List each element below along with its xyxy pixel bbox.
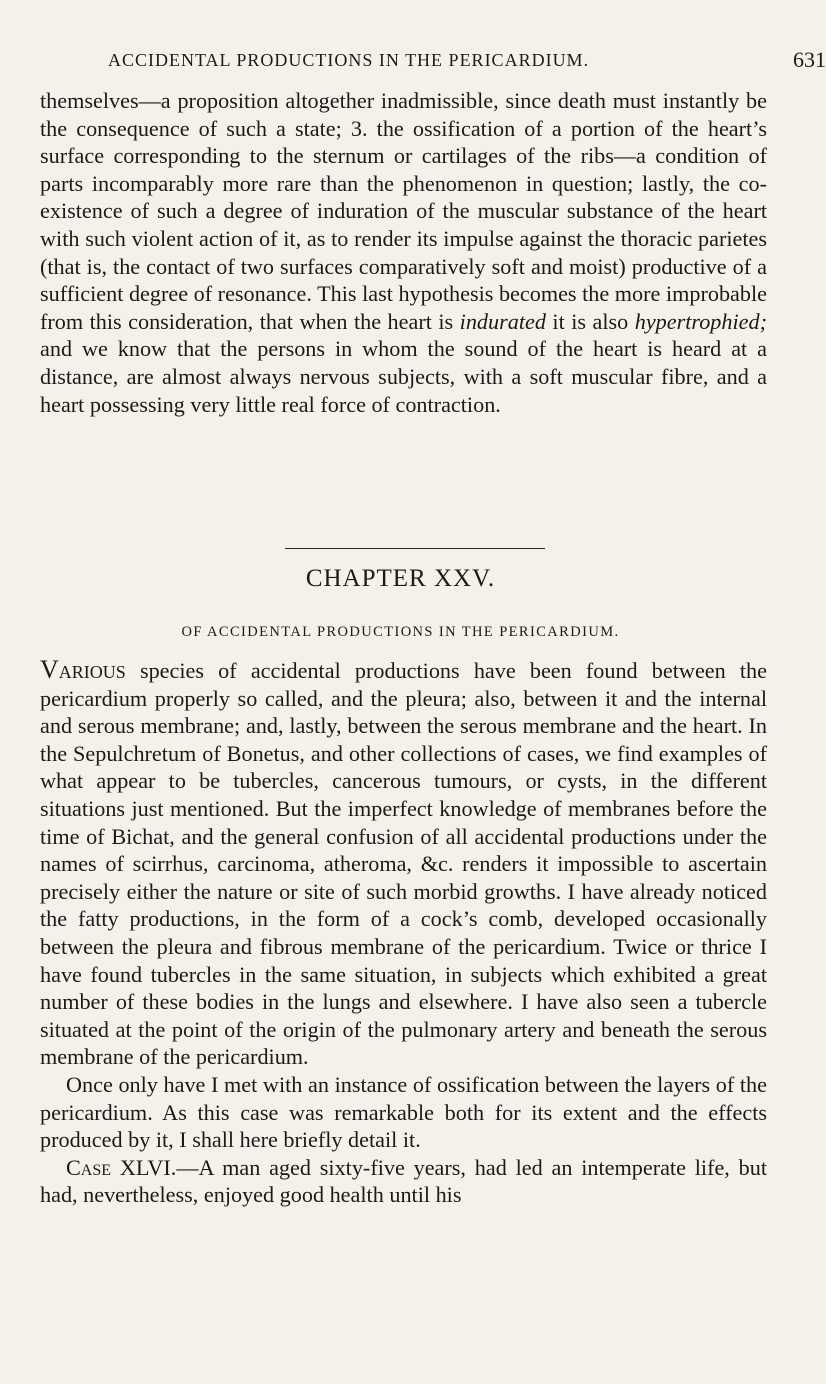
paragraph <box>40 656 767 1071</box>
lead-word: Various <box>40 655 126 684</box>
text-run: it is also <box>545 308 635 334</box>
italic-text: hypertrophied; <box>634 308 767 334</box>
paragraph <box>40 1154 767 1209</box>
paragraph: Once only have I met with an instance of ossification between the layers of the pericardium. As this case was remarkable both for its extent and the effects produced by it, I shall here briefly detail it. <box>40 1071 767 1153</box>
page-number: 631 <box>793 47 826 72</box>
text-run: —A man aged sixty-five years, had led an intemperate life, but had, nevertheless, enjoyed good health until his <box>40 1154 767 1208</box>
paragraph <box>40 87 767 418</box>
section-divider <box>285 548 545 549</box>
text-run: species of accidental productions have been found between the pericardium properly so called, and the pleura; also, between it and the internal and serous membrane; and, lastly, between the serous membrane and the heart. In the Sepulchretum of Bonetus, and other collections of cases, we find examples of what appear to be tubercles, cancerous tumours, or cysts, in the different situations just mentioned. But the imperfect knowledge of membranes before the time of Bichat, and the general confusion of all accidental productions under the names of scirrhus, carcinoma, atheroma, &c. renders it impossible to ascertain precisely either the nature or site of such morbid growths. I have already noticed the fatty productions, in the form of a cock’s comb, developed occasionally between the pleura and fibrous membrane of the pericardium. Twice or thrice I have found tubercles in the same situation, in subjects which exhibited a great number of these bodies in the lungs and elsewhere. I have also seen a tubercle situated at the point of the origin of the pulmonary artery and beneath the serous membrane of the pericardium. <box>40 658 767 1070</box>
continued-paragraph <box>40 87 767 418</box>
chapter-body <box>40 656 767 1209</box>
italic-text: indurated <box>459 308 546 334</box>
case-label: Case XLVI. <box>66 1154 177 1180</box>
chapter-title: CHAPTER XXV. <box>305 565 496 592</box>
text-run: themselves—a proposition altogether inadmissible, since death must instantly be the consequence of such a state; 3. the ossification of a portion of the heart’s surface corresponding to the sternum or cartilages of the ribs—a condition of parts incomparably more rare than the phenomenon in question; lastly, the co-existence of such a degree of induration of the muscular substance of the heart with such violent action of it, as to render its impulse against the thoracic parietes (that is, the contact of two surfaces comparatively soft and moist) productive of a sufficient degree of resonance. This last hypothesis becomes the more improbable from this consideration, that when the heart is <box>40 88 767 334</box>
running-title: ACCIDENTAL PRODUCTIONS IN THE PERICARDIUM. <box>108 50 590 70</box>
running-header <box>108 47 826 72</box>
chapter-subtitle: OF ACCIDENTAL PRODUCTIONS IN THE PERICARDIUM. <box>181 624 620 640</box>
text-run: and we know that the persons in whom the sound of the heart is heard at a distance, are almost always nervous subjects, with a soft muscular fibre, and a heart possessing very little real force of contraction. <box>40 336 767 417</box>
